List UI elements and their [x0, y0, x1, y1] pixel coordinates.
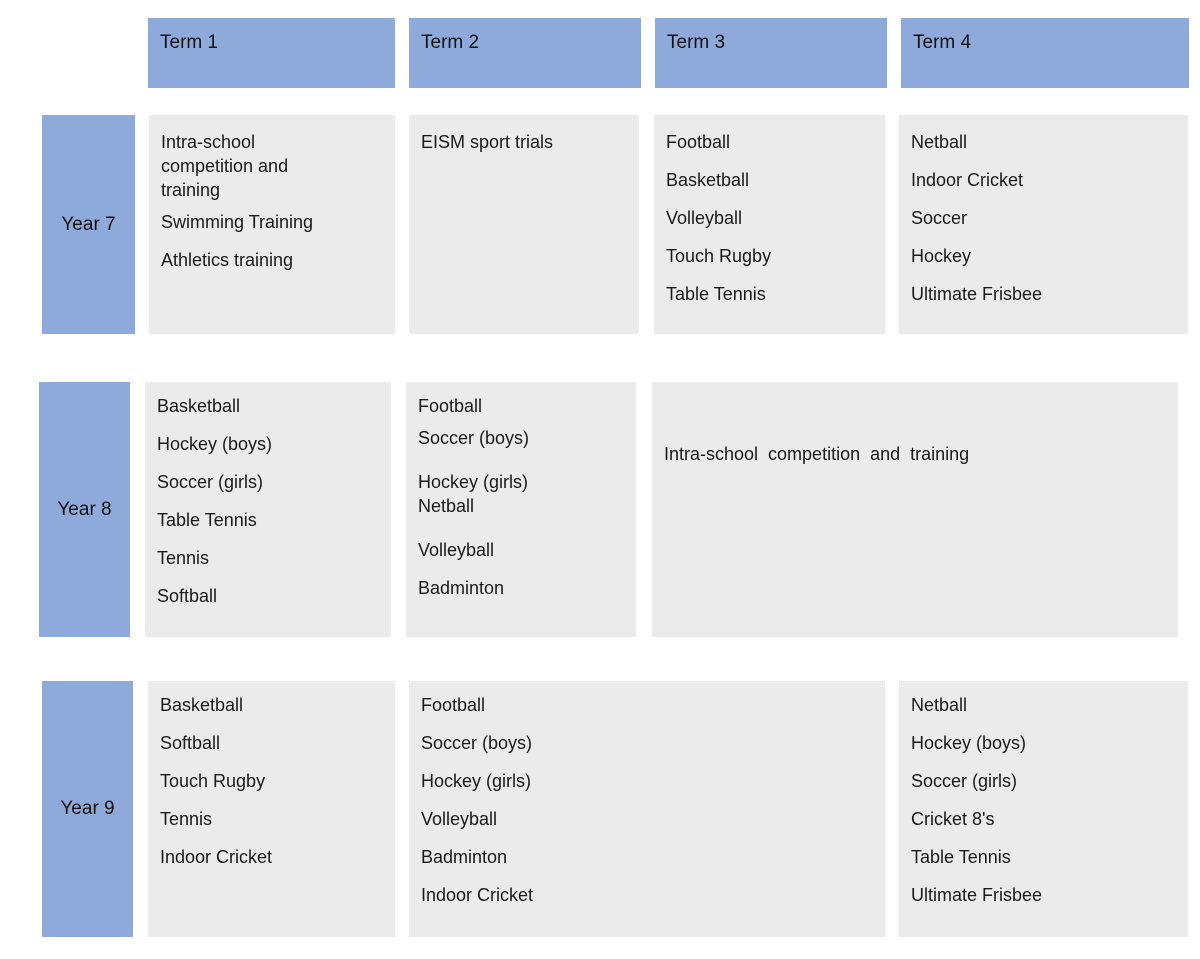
list-item: Badminton: [418, 578, 505, 598]
list-item: Table Tennis: [911, 847, 1011, 867]
year-7-label: Year 7: [42, 115, 135, 334]
list-item: Basketball: [160, 695, 244, 715]
list-item: Hockey: [911, 246, 972, 266]
list-item: Table Tennis: [157, 510, 257, 530]
list-item: Intra-school competition and training: [664, 444, 970, 464]
year-8-term-2-cell: [406, 382, 636, 637]
list-item: Basketball: [157, 396, 241, 416]
list-item: Swimming Training: [161, 212, 314, 232]
list-item: Touch Rugby: [666, 246, 772, 266]
list-item: Tennis: [157, 548, 210, 568]
list-item: EISM sport trials: [421, 132, 554, 152]
list-item: Soccer: [911, 208, 968, 228]
year-7-term-3-cell: [654, 115, 885, 334]
list-item: Badminton: [421, 847, 508, 867]
list-item: Netball: [911, 132, 968, 152]
list-item: Volleyball: [421, 809, 498, 829]
list-item: Tennis: [160, 809, 213, 829]
list-item: Football: [418, 396, 483, 416]
list-item: Hockey (boys): [157, 434, 273, 454]
term-4-header: Term 4: [901, 18, 1189, 88]
year-9-label: Year 9: [42, 681, 133, 937]
list-item: Volleyball: [418, 540, 495, 560]
list-item: Soccer (girls): [157, 472, 264, 492]
list-item: Softball: [160, 733, 221, 753]
year-7-term-1-cell: [149, 115, 395, 334]
list-item: Football: [421, 695, 486, 715]
list-item: Touch Rugby: [160, 771, 266, 791]
list-item: Hockey (girls): [421, 771, 532, 791]
list-item: Hockey (boys): [911, 733, 1027, 753]
list-item: Indoor Cricket: [911, 170, 1024, 190]
list-item: Indoor Cricket: [421, 885, 534, 905]
year-8-label: Year 8: [39, 382, 130, 637]
list-item: Netball: [418, 496, 475, 516]
year-8-term-1-cell: [145, 382, 391, 637]
list-item: Football: [666, 132, 731, 152]
list-item: Soccer (girls): [911, 771, 1018, 791]
term-1-header: Term 1: [148, 18, 395, 88]
list-item: Ultimate Frisbee: [911, 885, 1043, 905]
year-9-term-4-cell: [899, 681, 1188, 937]
list-item: Ultimate Frisbee: [911, 284, 1043, 304]
list-item: Volleyball: [666, 208, 743, 228]
term-2-header: Term 2: [409, 18, 641, 88]
list-item: Softball: [157, 586, 218, 606]
year-8-term-3-4-cell: [652, 382, 1178, 637]
list-item: Soccer (boys): [421, 733, 533, 753]
year-9-term-2-3-cell: [409, 681, 885, 937]
year-7-term-2-cell: [409, 115, 639, 334]
year-9-term-1-cell: [148, 681, 395, 937]
list-item: Netball: [911, 695, 968, 715]
list-item: Athletics training: [161, 250, 294, 270]
year-7-term-4-cell: [899, 115, 1188, 334]
list-item: Intra-school competition and training: [161, 132, 289, 200]
term-3-header: Term 3: [655, 18, 887, 88]
list-item: Basketball: [666, 170, 750, 190]
list-item: Indoor Cricket: [160, 847, 273, 867]
list-item: Cricket 8's: [911, 809, 995, 829]
list-item: Table Tennis: [666, 284, 766, 304]
list-item: Soccer (boys): [418, 428, 530, 448]
list-item: Hockey (girls): [418, 472, 529, 492]
